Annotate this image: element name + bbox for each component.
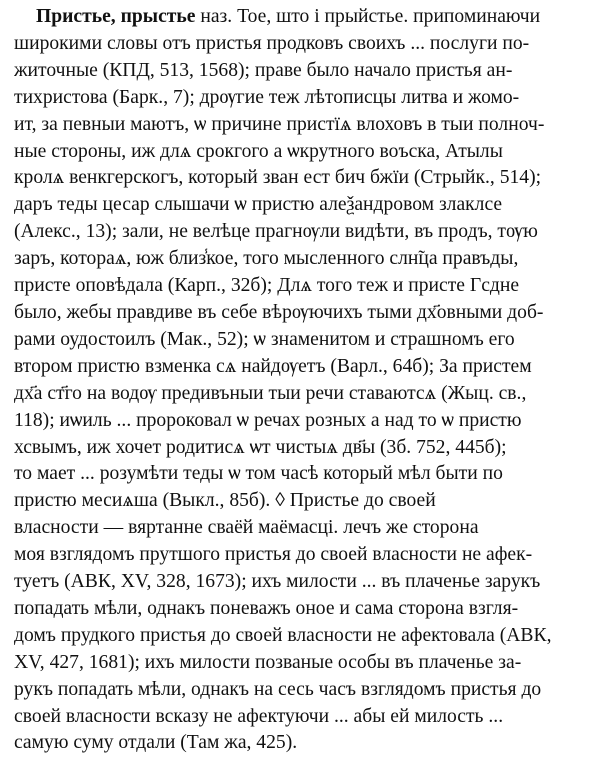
entry-line: даръ теды цесар слышачи ѡ пристю алеѯандровом злаклсе xyxy=(14,194,503,216)
entry-line: было, жебы правдиве въ себе вѣрѹючихъ тыми дх҃овными доб- xyxy=(14,301,544,323)
entry-line: присте оповѣдала (Карп., 32б); Длѧ того теж и присте Гсдне xyxy=(14,275,520,297)
entry-line: ные стороны, иж длѧ срокгого а ѡкрутного воъска, Атылы xyxy=(14,140,503,162)
entry-line: самую суму отдали (Там жа, 425). xyxy=(14,732,298,754)
entry-line: рукъ попадать мѣли, однакъ на сесь часъ взглядомъ пристья до xyxy=(14,678,542,700)
entry-line: кролѧ венкгерскогъ, который зван ест бич бжїи (Стрыйк., 514); xyxy=(14,167,542,189)
entry-line-text: наз. Тое, што і прыйстье. припоминаючи xyxy=(195,6,541,27)
entry-line: 118); иѡиль ... пророковал ѡ речах розных а над то ѡ пристю xyxy=(14,409,522,431)
entry-line: моя взглядомъ прутшого пристья до своей власности не афек- xyxy=(14,544,533,566)
entry-line: попадать мѣли, однакъ поневажъ оное и сама сторона взгля- xyxy=(14,597,519,619)
entry-line: дх҃а ст҃го на водѹ предивъныи тыи речи ставаютсѧ (Жыц. св., xyxy=(14,382,527,404)
entry-line: житочные (КПД, 513, 1568); праве было начало пристья ан- xyxy=(14,59,513,81)
entry-line: широкими словы отъ пристья продковъ своихъ ... послуги по- xyxy=(14,32,530,54)
entry-line: хсвымъ, иж хочет родитисѧ ѡт чистыѧ дв҃ы (3б. 752, 445б); xyxy=(14,436,507,458)
entry-line xyxy=(14,4,586,31)
entry-line: рами оудостоилъ (Мак., 52); ѡ знаменитом и страшномъ его xyxy=(14,328,515,350)
entry-line: (Алекс., 13); зали, не велѣце прагнѹли видѣти, въ продъ, тѹю xyxy=(14,221,538,243)
entry-line: домъ прудкого пристья до своей власности не афектовала (АВК, xyxy=(14,624,552,646)
entry-line: ит, за певныи маютъ, ѡ причине пристїѧ влоховъ в тыи полноч- xyxy=(14,113,545,135)
entry-line: то мает ... розумѣти теды ѡ том часѣ который мѣл быти по xyxy=(14,463,503,485)
entry-line: своей власности всказу не афектуючи ... абы ей милость ... xyxy=(14,705,504,727)
entry-line: пристю месиѧша (Выкл., 85б). ◊ Пристье до своей xyxy=(14,490,436,512)
headword: Пристье, прыстье xyxy=(36,6,196,27)
entry-line: туетъ (АВК, XV, 328, 1673); ихъ милости ... въ плаченье зарукъ xyxy=(14,571,541,593)
entry-line: XV, 427, 1681); ихъ милости позваные особы въ плаченье за- xyxy=(14,651,522,673)
entry-line: заръ, котораѧ, юж близ̾кое, того мысленного слн̃ца правъды, xyxy=(14,248,519,270)
entry-line: тихристова (Барк., 7); дрѹгие теж лѣтописцы литва и жомо- xyxy=(14,86,520,108)
entry-line: втором пристю взменка сѧ найдѹетъ (Варл., 64б); За пристем xyxy=(14,355,532,377)
entry-line: власности — вяртанне сваёй маёмасці. лечъ же сторона xyxy=(14,517,479,539)
